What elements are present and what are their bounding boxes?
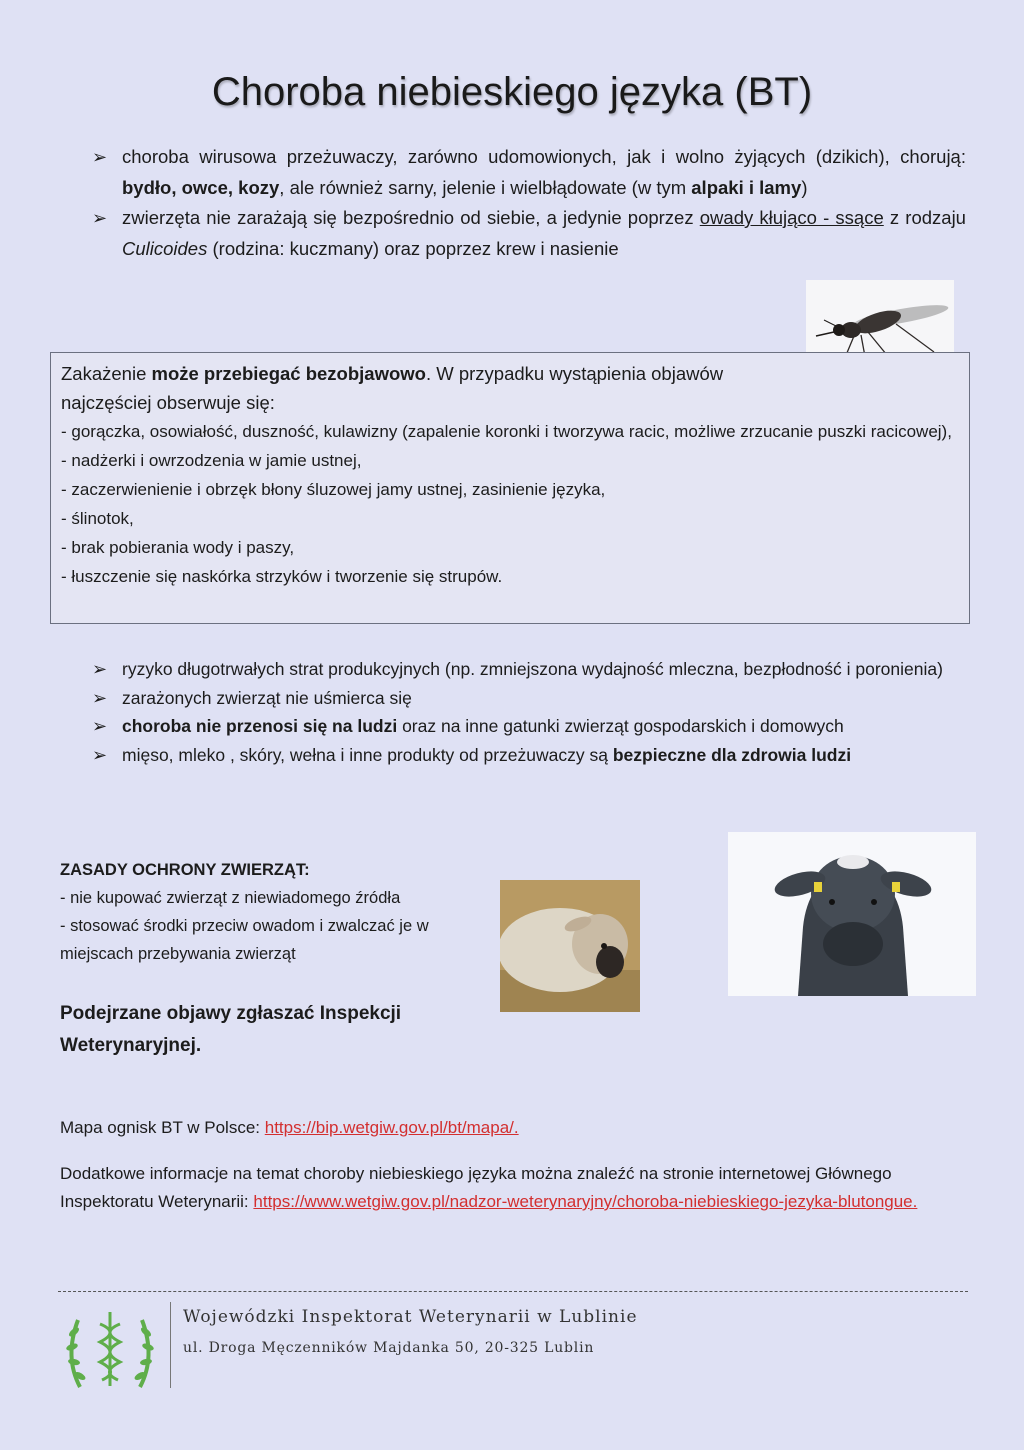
- protection-rules: [60, 856, 490, 968]
- protection-item: - nie kupować zwierząt z niewiadomego źródła: [60, 889, 401, 907]
- list-item: ➢ choroba nie przenosi się na ludzi oraz na inne gatunki zwierząt gospodarskich i domowych: [92, 712, 972, 741]
- symptom-item: - brak pobierania wody i paszy,: [61, 538, 295, 557]
- symptom-item: - ślinotok,: [61, 509, 134, 528]
- intro-bullets: [92, 142, 966, 264]
- symptoms-lead-2: najczęściej obserwuje się:: [61, 392, 275, 413]
- cow-image: [728, 832, 976, 996]
- symptom-item: - łuszczenie się naskórka strzyków i tworzenie się strupów.: [61, 567, 503, 586]
- list-item: ➢ ryzyko długotrwałych strat produkcyjnych (np. zmniejszona wydajność mleczna, bezpłodność i poronienia): [92, 655, 972, 684]
- footer-divider: [58, 1291, 968, 1292]
- caduceus-logo-icon: [60, 1302, 160, 1392]
- arrow-bullet-icon: ➢: [92, 208, 108, 228]
- arrow-bullet-icon: ➢: [92, 687, 108, 708]
- symptoms-box: [50, 352, 970, 624]
- sheep-image: [500, 880, 640, 1012]
- arrow-bullet-icon: ➢: [92, 659, 108, 679]
- arrow-bullet-icon: ➢: [92, 716, 108, 736]
- symptom-item: - gorączka, osowiałość, duszność, kulawizny (zapalenie koronki i tworzywa racic, możliwe zrzucanie puszki racicowej),: [61, 422, 952, 441]
- symptoms-lead: Zakażenie może przebiegać bezobjawowo. W przypadku wystąpienia objawów: [61, 363, 724, 384]
- symptom-item: - zaczerwienienie i obrzęk błony śluzowej jamy ustnej, zasinienie języka,: [61, 480, 606, 499]
- arrow-bullet-icon: ➢: [92, 147, 108, 167]
- symptom-item: - nadżerki i owrzodzenia w jamie ustnej,: [61, 451, 362, 470]
- list-item: ➢ choroba wirusowa przeżuwaczy, zarówno udomowionych, jak i wolno żyjących (dzikich), chorują: bydło, owce, kozy, ale również sarny, jelenie i wielbłądowate (w tym alpaki i lamy): [92, 142, 966, 203]
- map-line: Mapa ognisk BT w Polsce: https://bip.wetgiw.gov.pl/bt/mapa/.: [60, 1118, 519, 1137]
- footer-separator: [170, 1302, 171, 1388]
- more-info: Dodatkowe informacje na temat choroby niebieskiego języka można znaleźć na stronie internetowej Głównego Inspektoratu Weterynarii: https://www.wetgiw.gov.pl/nadzor-weterynaryjny/choroba-niebieskiego-jezyka-blutongue.: [60, 1164, 918, 1211]
- org-address: ul. Droga Męczenników Majdanka 50, 20-325 Lublin: [183, 1340, 595, 1356]
- protection-heading: ZASADY OCHRONY ZWIERZĄT:: [60, 861, 310, 879]
- protection-item: - stosować środki przeciw owadom i zwalczać je w miejscach przebywania zwierząt: [60, 917, 429, 963]
- info-bullets: [92, 655, 972, 769]
- giw-link[interactable]: https://www.wetgiw.gov.pl/nadzor-weterynaryjny/choroba-niebieskiego-jezyka-blutongue.: [253, 1192, 918, 1211]
- map-link[interactable]: https://bip.wetgiw.gov.pl/bt/mapa/.: [264, 1118, 519, 1137]
- list-item: ➢ zarażonych zwierząt nie uśmierca się: [92, 684, 972, 713]
- list-item: ➢ mięso, mleko , skóry, wełna i inne produkty od przeżuwaczy są bezpieczne dla zdrowia ludzi: [92, 741, 972, 770]
- page-title: Choroba niebieskiego języka (BT): [211, 70, 813, 114]
- list-item: ➢ zwierzęta nie zarażają się bezpośrednio od siebie, a jedynie poprzez owady kłująco - ssące z rodzaju Culicoides (rodzina: kuczmany) oraz poprzez krew i nasienie: [92, 203, 966, 264]
- arrow-bullet-icon: ➢: [92, 744, 108, 765]
- org-name: Wojewódzki Inspektorat Weterynarii w Lublinie: [183, 1307, 638, 1327]
- report-notice: Podejrzane objawy zgłaszać Inspekcji Weterynaryjnej.: [60, 1003, 402, 1056]
